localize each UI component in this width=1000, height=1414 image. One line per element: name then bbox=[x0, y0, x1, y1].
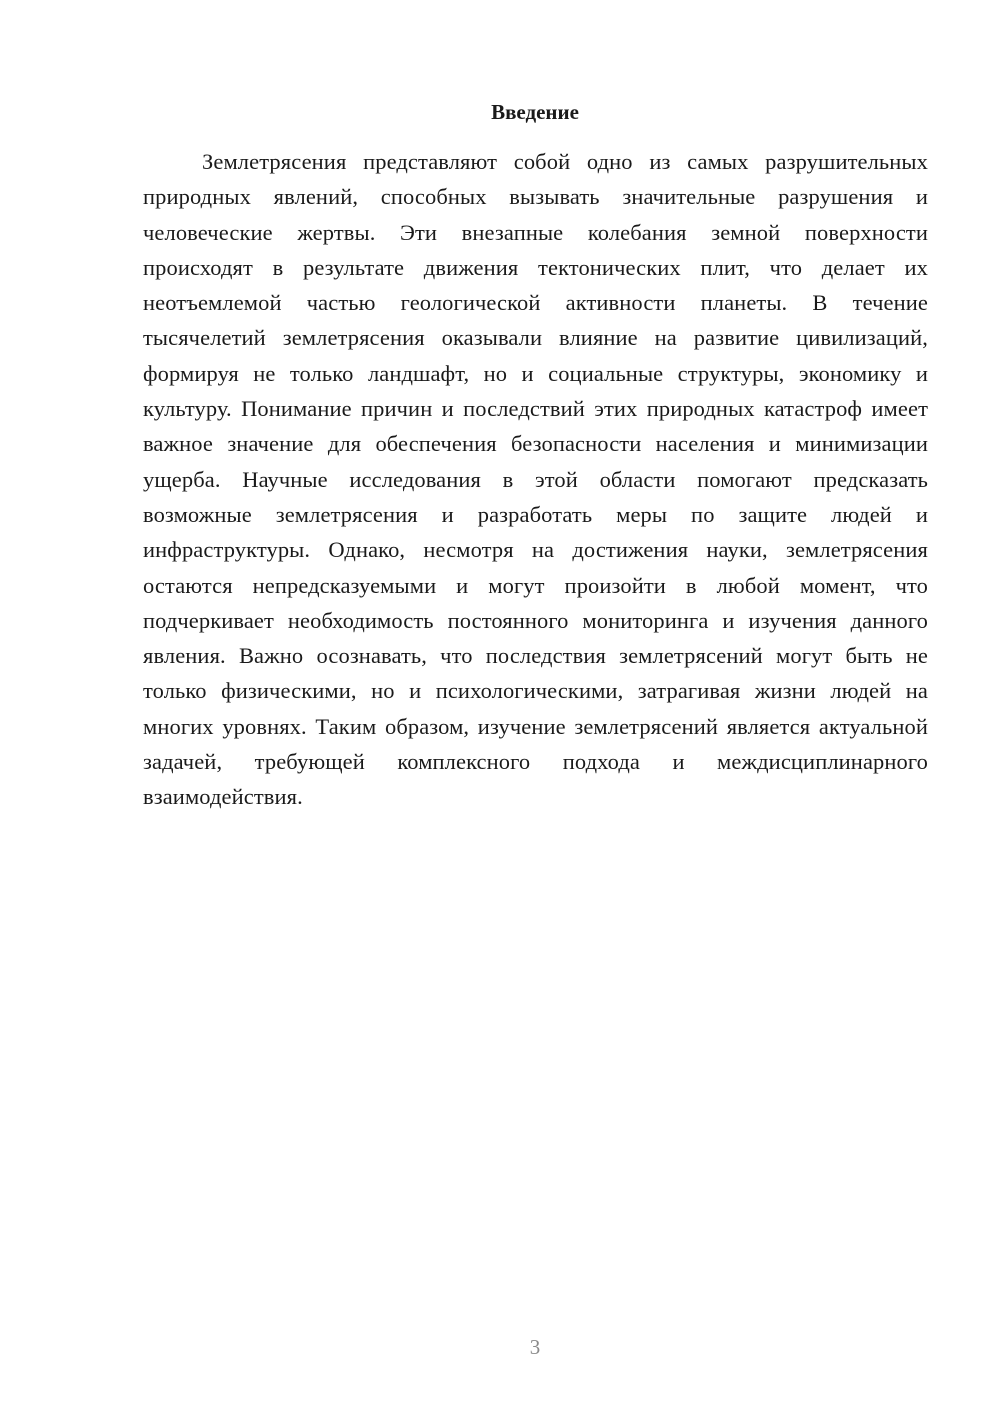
heading-container bbox=[142, 98, 928, 126]
body-paragraph: Землетрясения представляют собой одно из самых разрушительных природных явлений, способных вызывать значительные разрушения и человеческие жертвы. Эти внезапные колебания земной поверхности происходят в результате движения тектонических плит, что делает их неотъемлемой частью геологической активности планеты. В течение тысячелетий землетрясения оказывали влияние на развитие цивилизаций, формируя не только ландшафт, но и социальные структуры, экономику и культуру. Понимание причин и последствий этих природных катастроф имеет важное значение для обеспечения безопасности населения и минимизации ущерба. Научные исследования в этой области помогают предсказать возможные землетрясения и разработать меры по защите людей и инфраструктуры. Однако, несмотря на достижения науки, землетрясения остаются непредсказуемыми и могут произойти в любой момент, что подчеркивает необходимость постоянного мониторинга и изучения данного явления. Важно осознавать, что последствия землетрясений могут быть не только физическими, но и психологическими, затрагивая жизни людей на многих уровнях. Таким образом, изучение землетрясений является актуальной задачей, требующей комплексного подхода и междисциплинарного взаимодействия. bbox=[143, 149, 928, 810]
page-number: 3 bbox=[529, 1335, 541, 1359]
section-heading: Введение bbox=[491, 100, 579, 124]
